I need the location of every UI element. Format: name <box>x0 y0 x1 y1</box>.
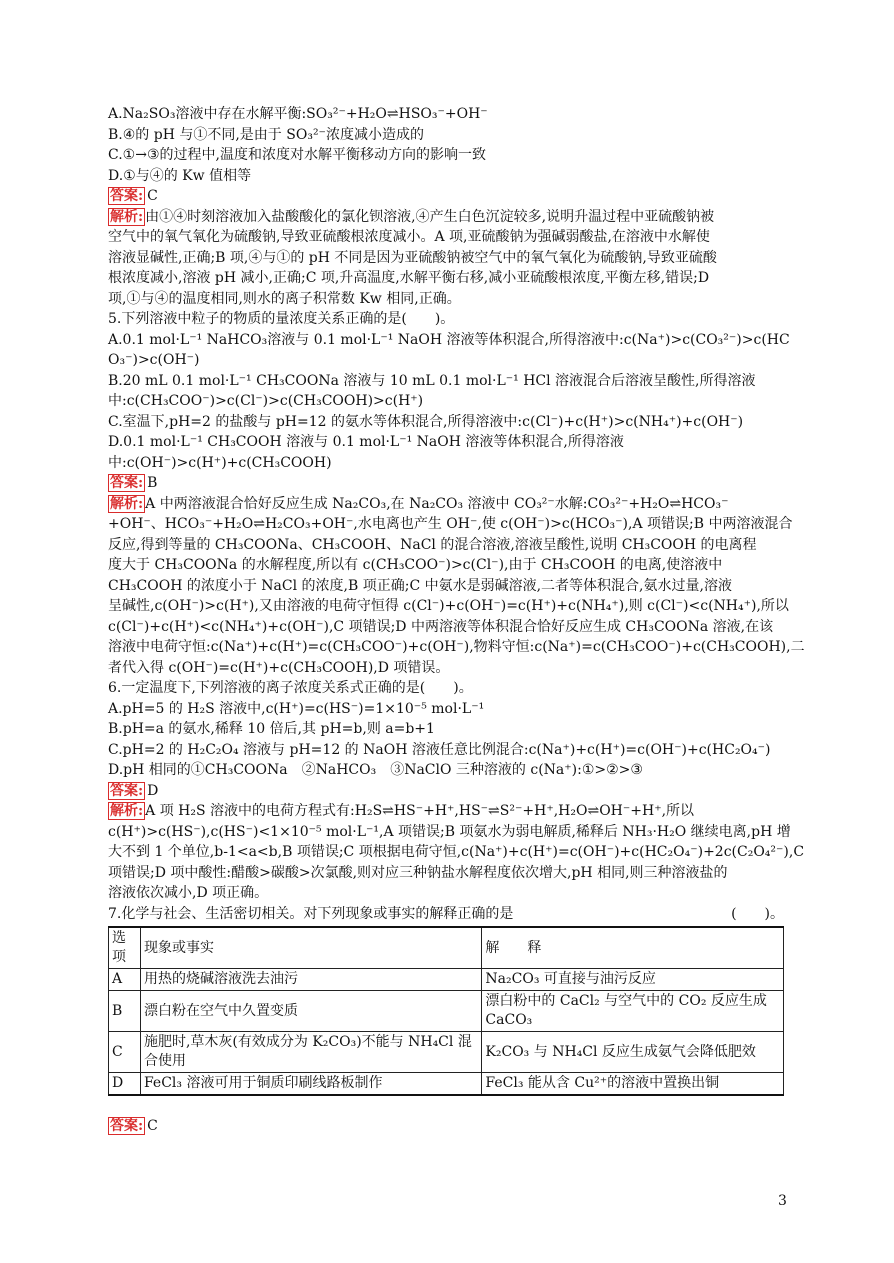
table-cell: FeCl₃ 溶液可用于铜质印刷线路板制作 <box>140 1073 481 1096</box>
q4-answer <box>108 186 788 207</box>
table-cell: B <box>109 991 141 1032</box>
page-number: 3 <box>778 1193 787 1209</box>
q5-stem: 5.下列溶液中粒子的物质的量浓度关系正确的是( )。 <box>108 311 455 327</box>
analysis-line: 者代入得 c(OH⁻)=c(H⁺)+c(CH₃COOH),D 项错误。 <box>108 659 450 676</box>
table-cell: D <box>109 1073 141 1096</box>
answer-value: B <box>147 475 158 491</box>
q7-stem-line <box>108 904 784 925</box>
q5-option-line: B.20 mL 0.1 mol·L⁻¹ CH₃COONa 溶液与 10 mL 0.1 mol·L⁻¹ HCl 溶液混合后溶液呈酸性,所得溶液 <box>108 372 756 389</box>
answer-label: 答案: <box>110 188 144 204</box>
q6-option-line: B.pH=a 的氨水,稀释 10 倍后,其 pH=b,则 a=b+1 <box>108 721 435 737</box>
table-cell: 漂白粉中的 CaCl₂ 与空气中的 CO₂ 反应生成 CaCO₃ <box>482 991 784 1032</box>
answer-value: C <box>147 188 158 204</box>
q7-table <box>108 926 784 1096</box>
table-cell: C <box>109 1032 141 1073</box>
q4-option-d: D.①与④的 Kw 值相等 <box>108 167 252 184</box>
analysis-line: +OH⁻、HCO₃⁻+H₂O⇌H₂CO₃+OH⁻,水电离也产生 OH⁻,使 c(OH⁻)>c(HCO₃⁻),A 项错误;B 中两溶液混合 <box>108 516 793 532</box>
table-cell: K₂CO₃ 与 NH₄Cl 反应生成氨气会降低肥效 <box>482 1032 784 1073</box>
q5-answer <box>108 473 788 494</box>
table-header-cell: 选项 <box>109 927 141 969</box>
analysis-label: 解析: <box>110 495 144 512</box>
table-row <box>109 991 784 1032</box>
table-cell: 施肥时,草木灰(有效成分为 K₂CO₃)不能与 NH₄Cl 混合使用 <box>140 1032 481 1073</box>
table-cell: FeCl₃ 能从含 Cu²⁺的溶液中置换出铜 <box>482 1073 784 1096</box>
table-header-cell: 解 释 <box>482 927 784 969</box>
q7-answer <box>108 1116 788 1137</box>
analysis-line: 反应,得到等量的 CH₃COONa、CH₃COOH、NaCl 的混合溶液,溶液呈酸性,说明 CH₃COOH 的电离程 <box>108 536 757 553</box>
analysis-line: 由①④时刻溶液加入盐酸酸化的氯化钡溶液,④产生白色沉淀较多,说明升温过程中亚硫酸钠被 <box>145 208 715 225</box>
q4-option-c: C.①→③的过程中,温度和浓度对水解平衡移动方向的影响一致 <box>108 147 486 163</box>
answer-label: 答案: <box>110 1118 144 1134</box>
q6-option-line: D.pH 相同的①CH₃COONa ②NaHCO₃ ③NaClO 三种溶液的 c(Na⁺):①>②>③ <box>108 762 643 778</box>
q6-option-line: C.pH=2 的 H₂C₂O₄ 溶液与 pH=12 的 NaOH 溶液任意比例混合:c(Na⁺)+c(H⁺)=c(OH⁻)+c(HC₂O₄⁻) <box>108 741 771 758</box>
table-row <box>109 1073 784 1096</box>
q7-paren: ( )。 <box>731 905 784 922</box>
analysis-label: 解析: <box>110 803 144 819</box>
q7-stem: 7.化学与社会、生活密切相关。对下列现象或事实的解释正确的是 <box>108 905 514 922</box>
q4-option-b: B.④的 pH 与①不同,是由于 SO₃²⁻浓度减小造成的 <box>108 126 424 143</box>
q5-option-line: 中:c(OH⁻)>c(H⁺)+c(CH₃COOH) <box>108 454 332 471</box>
q5-option-line: O₃⁻)>c(OH⁻) <box>108 352 200 368</box>
analysis-line: CH₃COOH 的浓度小于 NaCl 的浓度,B 项正确;C 中氨水是弱碱溶液,二者等体积混合,氨水过量,溶液 <box>108 577 732 594</box>
table-row <box>109 1032 784 1073</box>
q4-analysis <box>108 207 788 310</box>
analysis-line: 项,①与④的温度相同,则水的离子积常数 Kw 相同,正确。 <box>108 290 461 307</box>
table-header-row <box>109 927 784 969</box>
table-row <box>109 969 784 991</box>
document-page <box>108 104 805 1137</box>
analysis-line: 溶液依次减小,D 项正确。 <box>108 885 269 901</box>
analysis-line: 根浓度减小,溶液 pH 减小,正确;C 项,升高温度,水解平衡右移,减小亚硫酸根浓度,平衡左移,错误;D <box>108 270 710 286</box>
q6-answer <box>108 781 788 802</box>
q5-option-line: C.室温下,pH=2 的盐酸与 pH=12 的氨水等体积混合,所得溶液中:c(Cl⁻)+c(H⁺)>c(NH₄⁺)+c(OH⁻) <box>108 413 744 430</box>
analysis-line: c(Cl⁻)+c(H⁺)<c(NH₄⁺)+c(OH⁻),C 项错误;D 中两溶液等体积混合恰好反应生成 CH₃COONa 溶液,在该 <box>108 618 774 635</box>
analysis-line: 溶液中电荷守恒:c(Na⁺)+c(H⁺)=c(CH₃COO⁻)+c(OH⁻),物料守恒:c(Na⁺)=c(CH₃COO⁻)+c(CH₃COOH),二 <box>108 639 805 655</box>
table-cell: 用热的烧碱溶液洗去油污 <box>140 969 481 991</box>
q5-option-line: A.0.1 mol·L⁻¹ NaHCO₃溶液与 0.1 mol·L⁻¹ NaOH 溶液等体积混合,所得溶液中:c(Na⁺)>c(CO₃²⁻)>c(HC <box>108 331 790 348</box>
analysis-line: c(H⁺)>c(HS⁻),c(HS⁻)<1×10⁻⁵ mol·L⁻¹,A 项错误;B 项氨水为弱电解质,稀释后 NH₃·H₂O 继续电离,pH 增 <box>108 823 791 840</box>
q5-option-line: D.0.1 mol·L⁻¹ CH₃COOH 溶液与 0.1 mol·L⁻¹ NaOH 溶液等体积混合,所得溶液 <box>108 434 624 450</box>
analysis-line: 空气中的氧气氧化为硫酸钠,导致亚硫酸根浓度减小。A 项,亚硫酸钠为强碱弱酸盐,在溶液中水解使 <box>108 229 710 245</box>
table-cell: A <box>109 969 141 991</box>
analysis-line: 项错误;D 项中酸性:醋酸>碳酸>次氯酸,则对应三种钠盐水解程度依次增大,pH 相同,则三种溶液盐的 <box>108 864 728 881</box>
answer-value: D <box>147 782 159 799</box>
analysis-line: 溶液显碱性,正确;B 项,④与①的 pH 不同是因为亚硫酸钠被空气中的氧气氧化为硫酸钠,导致亚硫酸 <box>108 249 717 266</box>
analysis-line: A 中两溶液混合恰好反应生成 Na₂CO₃,在 Na₂CO₃ 溶液中 CO₃²⁻水解:CO₃²⁻+H₂O⇌HCO₃⁻ <box>145 495 729 512</box>
analysis-line: A 项 H₂S 溶液中的电荷方程式有:H₂S⇌HS⁻+H⁺,HS⁻⇌S²⁻+H⁺,H₂O⇌OH⁻+H⁺,所以 <box>145 803 695 819</box>
q6-stem: 6.一定温度下,下列溶液的离子浓度关系式正确的是( )。 <box>108 680 473 696</box>
analysis-line: 呈碱性,c(OH⁻)>c(H⁺),又由溶液的电荷守恒得 c(Cl⁻)+c(OH⁻)=c(H⁺)+c(NH₄⁺),则 c(Cl⁻)<c(NH₄⁺),所以 <box>108 598 789 614</box>
table-cell: 漂白粉在空气中久置变质 <box>140 991 481 1032</box>
q6-option-line: A.pH=5 的 H₂S 溶液中,c(H⁺)=c(HS⁻)=1×10⁻⁵ mol·L⁻¹ <box>108 700 485 717</box>
analysis-line: 大不到 1 个单位,b-1<a<b,B 项错误;C 项根据电荷守恒,c(Na⁺)+c(H⁺)=c(OH⁻)+c(HC₂O₄⁻)+2c(C₂O₄²⁻),C <box>108 844 805 860</box>
answer-value: C <box>147 1118 158 1134</box>
table-header-cell: 现象或事实 <box>140 927 481 969</box>
analysis-label: 解析: <box>110 208 144 225</box>
q6-analysis <box>108 801 805 904</box>
analysis-line: 度大于 CH₃COONa 的水解程度,所以有 c(CH₃COO⁻)>c(Cl⁻),由于 CH₃COOH 的电离,使溶液中 <box>108 557 723 573</box>
answer-label: 答案: <box>110 475 144 491</box>
answer-label: 答案: <box>110 782 144 799</box>
table-cell: Na₂CO₃ 可直接与油污反应 <box>482 969 784 991</box>
q4-option-a: A.Na₂SO₃溶液中存在水解平衡:SO₃²⁻+H₂O⇌HSO₃⁻+OH⁻ <box>108 106 488 122</box>
q5-analysis <box>108 494 805 679</box>
q5-option-line: 中:c(CH₃COO⁻)>c(Cl⁻)>c(CH₃COOH)>c(H⁺) <box>108 393 424 409</box>
